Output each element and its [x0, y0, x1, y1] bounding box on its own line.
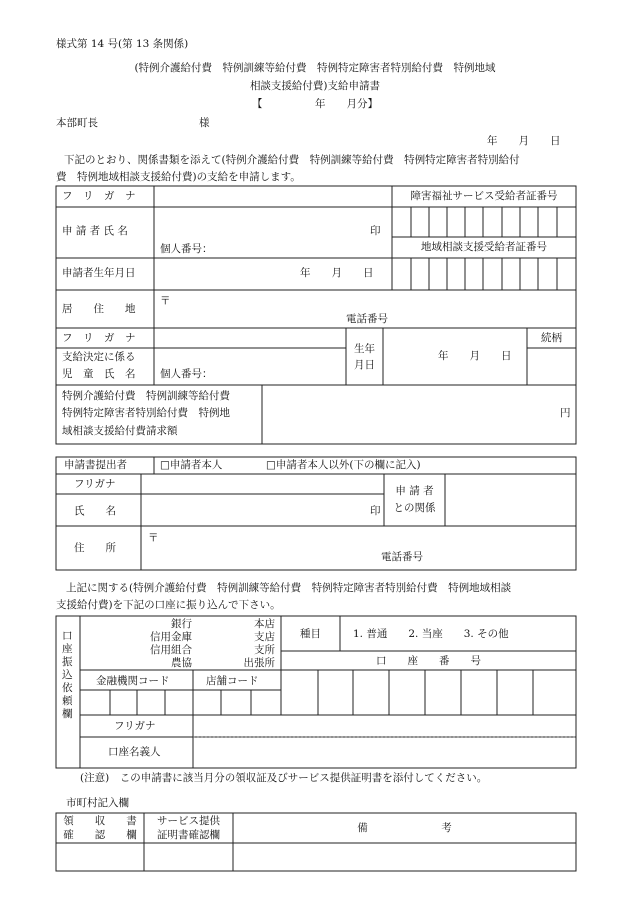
regional-cert-label: 地域相談支援受給者証番号	[421, 241, 547, 253]
child-label-line1: 支給決定に係る	[62, 351, 136, 363]
side-label-char-2: 振	[62, 656, 73, 668]
submitter-address-label: 住 所	[74, 542, 116, 554]
yen-unit: 円	[560, 407, 571, 419]
account-kind-label: 種目	[300, 628, 321, 640]
attachment-note: (注意) この申請書に該当月分の領収証及びサービス提供証明書を添付してください。	[80, 772, 488, 784]
receipt-check-label2: 確 認 欄	[63, 829, 137, 841]
side-label-char-5: 頼	[62, 695, 73, 707]
branch-code-label: 店舗コード	[206, 675, 259, 687]
phone-label: 電話番号	[346, 313, 388, 325]
bank-intro-line1: 上記に関する(特例介護給付費 特例訓練等給付費 特例特定障害者特別給付費 特例地域相談	[66, 582, 512, 594]
branch-type-3: 出張所	[243, 657, 275, 669]
bank-type-2: 信用組合	[150, 644, 192, 656]
applicant-name-label: 申 請 者 氏 名	[62, 225, 128, 237]
branch-type-1: 支店	[254, 631, 275, 643]
application-date[interactable]: 年 月 日	[487, 135, 561, 147]
option-self-checkbox[interactable]: □申請者本人	[160, 459, 223, 471]
branch-type-2: 支所	[254, 644, 275, 656]
account-furigana-label: フリガナ	[114, 720, 156, 732]
child-birth-label1: 生年	[354, 343, 375, 355]
side-label-char-0: 口	[62, 630, 73, 642]
furigana-label: フ リ ガ ナ	[62, 190, 136, 202]
form-number: 様式第 14 号(第 13 条関係)	[56, 38, 189, 50]
submitter-label: 申請書提出者	[64, 459, 127, 471]
postal-mark: 〒	[160, 295, 171, 307]
period-field[interactable]: 【 年 月分】	[252, 98, 378, 110]
claim-label-line2: 特例特定障害者特別給付費 特例地	[62, 407, 230, 419]
option-other-checkbox[interactable]: □申請者本人以外(下の欄に記入)	[266, 459, 421, 471]
side-label-char-1: 座	[62, 643, 73, 655]
side-label-char-6: 欄	[62, 708, 73, 720]
bank-type-0: 銀行	[171, 618, 192, 630]
account-holder-label: 口座名義人	[108, 746, 161, 758]
address-label: 居 住 地	[62, 303, 136, 315]
claim-label-line3: 域相談支援給付費請求額	[62, 425, 178, 437]
relation-label: 続柄	[541, 332, 562, 344]
form-title-line2: 相談支援給付費)支給申請書	[249, 80, 381, 92]
bank-code-label: 金融機関コード	[96, 675, 170, 687]
personal-number-label: 個人番号：	[160, 243, 213, 255]
bank-intro-line2: 支援給付費)を下記の口座に振り込んで下さい。	[56, 599, 281, 611]
submitter-seal-mark: 印	[370, 505, 381, 517]
seal-mark: 印	[370, 225, 381, 237]
birth-date-label: 申請者生年月日	[62, 267, 136, 279]
submitter-furigana-label: フリガナ	[74, 478, 116, 490]
office-section-title: 市町村記入欄	[66, 797, 129, 809]
form-title-line1: (特例介護給付費 特例訓練等給付費 特例特定障害者特別給付費 特例地域	[134, 62, 496, 74]
claim-label-line1: 特例介護給付費 特例訓練等給付費	[62, 390, 230, 402]
side-label-char-3: 込	[62, 669, 73, 681]
account-kind-options[interactable]: 1. 普通 2. 当座 3. その他	[353, 628, 509, 640]
child-birth-label2: 月日	[354, 359, 375, 371]
relation-label1: 申 請 者	[395, 485, 434, 497]
account-number-label: 口 座 番 号	[376, 655, 481, 667]
bank-type-1: 信用金庫	[150, 631, 192, 643]
remarks-label: 備 考	[357, 822, 452, 834]
child-label-line2: 児 童 氏 名	[62, 368, 136, 380]
intro-line2: 費 特例地域相談支援給付費)の支給を申請します。	[56, 171, 301, 183]
addressee: 本部町長	[56, 117, 98, 129]
relation-label2: との関係	[393, 502, 436, 514]
birth-date-field[interactable]: 年 月 日	[300, 267, 374, 279]
submitter-phone-label: 電話番号	[381, 551, 423, 563]
bank-type-3: 農協	[171, 657, 192, 669]
intro-line1: 下記のとおり、関係書類を添えて(特例介護給付費 特例訓練等給付費 特例特定障害者特別給付	[64, 154, 520, 166]
submitter-name-label: 氏 名	[74, 505, 116, 517]
branch-type-0: 本店	[254, 618, 275, 630]
cert-number-label: 障害福祉サービス受給者証番号	[410, 190, 558, 202]
child-birth-field[interactable]: 年 月 日	[438, 350, 512, 362]
addressee-honorific: 様	[199, 117, 210, 129]
service-cert-label1: サービス提供	[157, 815, 220, 827]
service-cert-label2: 証明書確認欄	[157, 829, 220, 841]
side-label-char-4: 依	[62, 682, 73, 694]
child-personal-number-label: 個人番号：	[160, 368, 213, 380]
child-furigana-label: フ リ ガ ナ	[62, 332, 136, 344]
receipt-check-label1: 領 収 書	[63, 815, 137, 827]
submitter-postal-mark: 〒	[148, 532, 159, 544]
